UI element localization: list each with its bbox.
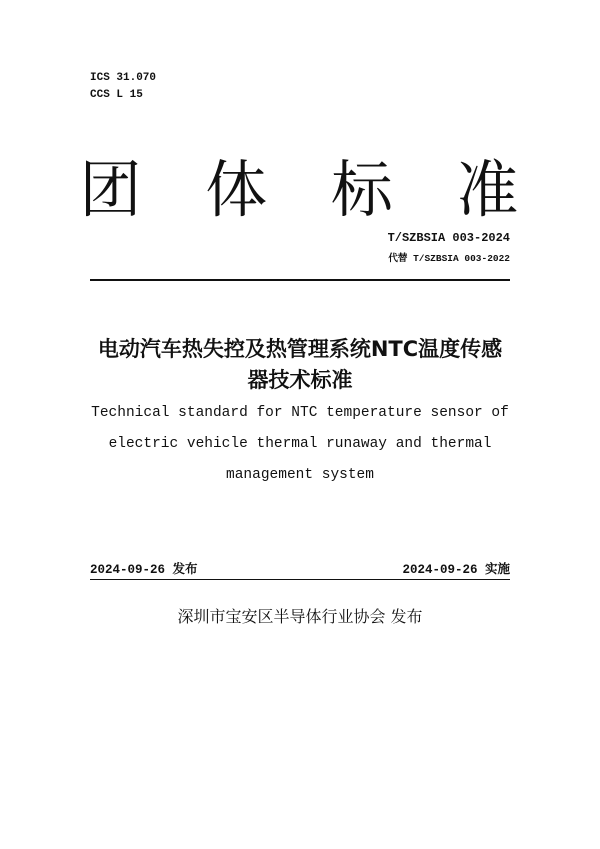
ics-code: ICS 31.070 [90,72,157,84]
publish-date: 2024-09-26 发布 [90,563,198,577]
chinese-title-line-2: 器技术标准 [247,368,353,392]
english-title [80,398,520,491]
replaces-standard: 代替 T/SZBSIA 003-2022 [388,253,510,264]
chinese-title-line-1: 电动汽车热失控及热管理系统NTC温度传感 [97,337,503,361]
publisher: 深圳市宝安区半导体行业协会 发布 [177,607,423,626]
chinese-title [80,334,520,396]
implement-date: 2024-09-26 实施 [402,563,510,577]
english-title-line-3: management system [226,467,374,483]
english-title-line-1: Technical standard for NTC temperature sensor of [91,405,509,421]
document-type-heading: 团 体 标 准 [79,153,541,226]
english-title-line-2: electric vehicle thermal runaway and thermal [108,436,492,452]
header-divider [90,279,510,281]
dates-row [90,559,510,580]
ccs-code: CCS L 15 [90,89,143,101]
standard-number: T/SZBSIA 003-2024 [387,231,510,245]
classification-codes [90,70,156,104]
